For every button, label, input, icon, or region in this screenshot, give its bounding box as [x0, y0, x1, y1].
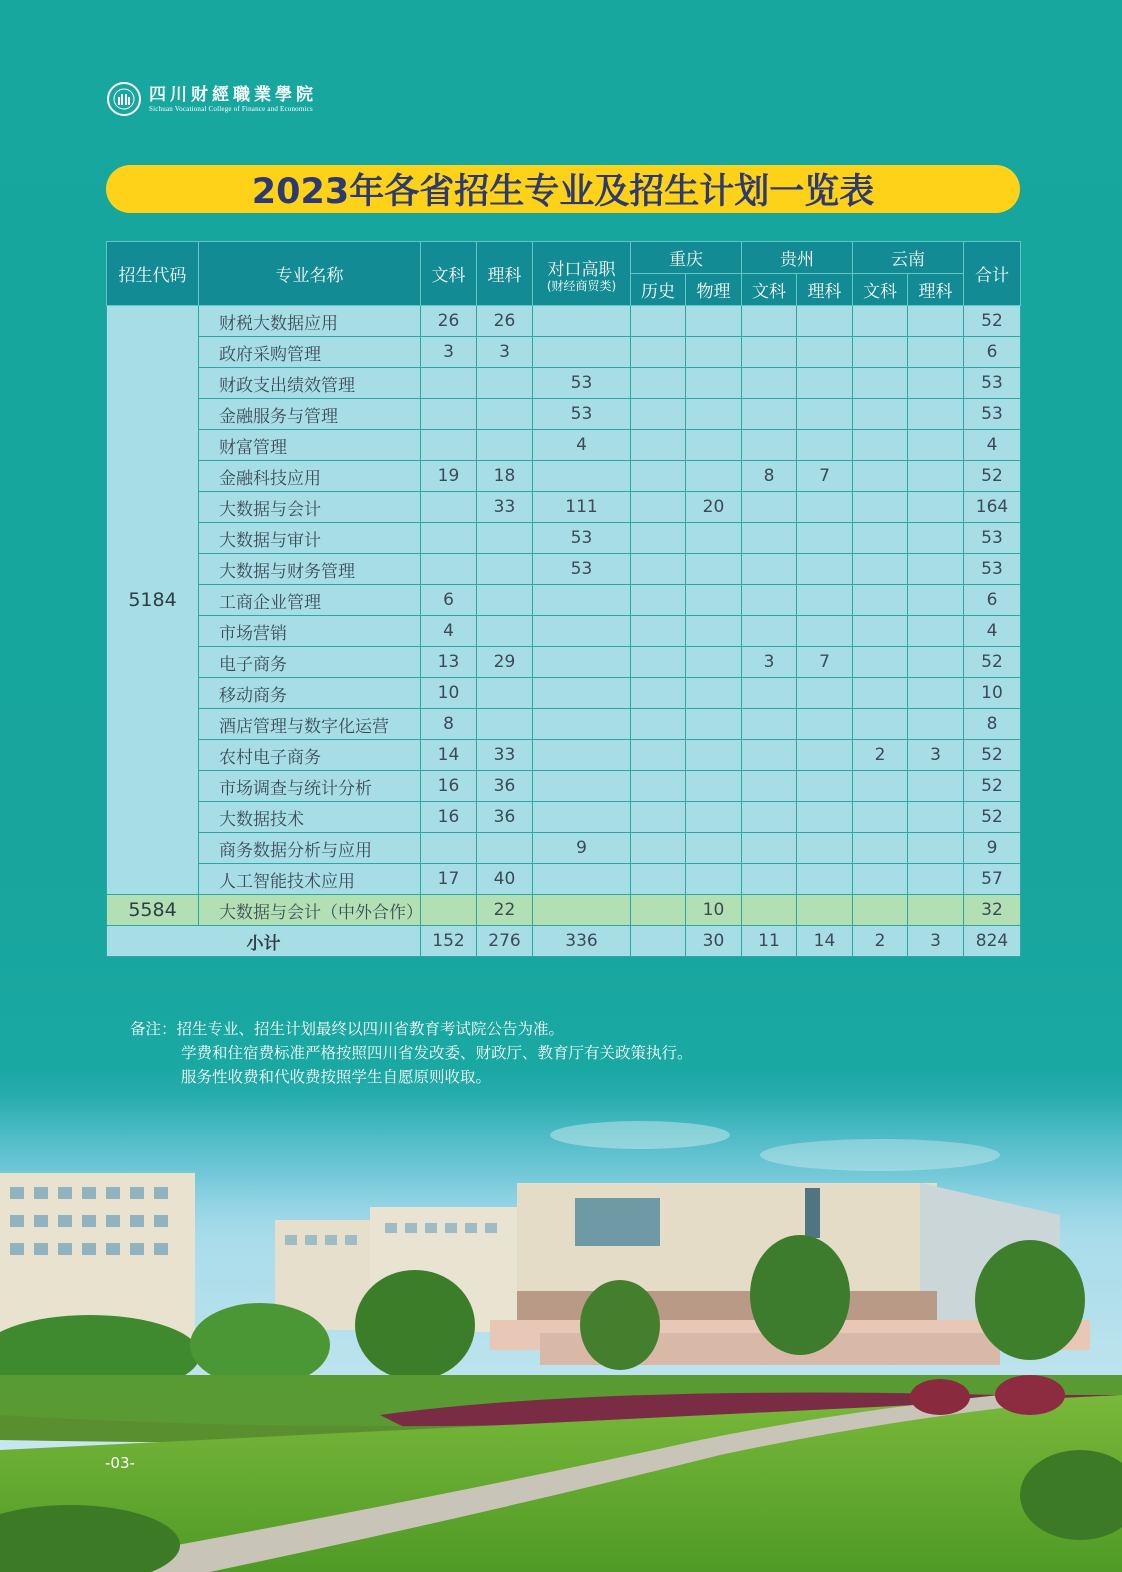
plan-count-cell [742, 337, 797, 368]
plan-count-cell [853, 833, 908, 864]
plan-count-cell [631, 895, 686, 926]
header-total: 合计 [964, 242, 1021, 306]
plan-count-cell [421, 492, 477, 523]
plan-count-cell [477, 678, 533, 709]
plan-count-cell [853, 647, 908, 678]
plan-count-cell: 52 [964, 802, 1021, 833]
table-row [107, 430, 1021, 461]
plan-count-cell: 4 [533, 430, 631, 461]
plan-count-cell [742, 585, 797, 616]
plan-count-cell: 8 [742, 461, 797, 492]
plan-count-cell [477, 554, 533, 585]
plan-count-cell [631, 554, 686, 585]
plan-count-cell [631, 399, 686, 430]
plan-count-cell [533, 647, 631, 678]
plan-count-cell [853, 492, 908, 523]
plan-count-cell: 4 [964, 430, 1021, 461]
major-name-cell: 大数据与会计 [199, 492, 421, 523]
plan-count-cell [853, 430, 908, 461]
table-row [107, 337, 1021, 368]
plan-count-cell [533, 864, 631, 895]
college-seal-icon [107, 82, 141, 116]
major-name-cell: 商务数据分析与应用 [199, 833, 421, 864]
header-guizhou-like: 理科 [797, 274, 853, 306]
plan-count-cell [908, 678, 964, 709]
plan-count-cell [908, 585, 964, 616]
table-row [107, 461, 1021, 492]
plan-count-cell [686, 740, 742, 771]
header-duikou-label: 对口高职 [547, 259, 616, 280]
plan-count-cell [421, 833, 477, 864]
major-name-cell: 工商企业管理 [199, 585, 421, 616]
plan-count-cell [631, 430, 686, 461]
plan-count-cell [477, 585, 533, 616]
plan-count-cell [631, 740, 686, 771]
major-name-cell: 财税大数据应用 [199, 306, 421, 337]
plan-count-cell: 52 [964, 647, 1021, 678]
plan-count-cell [853, 709, 908, 740]
plan-count-cell [908, 368, 964, 399]
major-name-cell: 财政支出绩效管理 [199, 368, 421, 399]
table-body [107, 306, 1021, 957]
major-name-cell: 大数据与审计 [199, 523, 421, 554]
plan-count-cell [631, 368, 686, 399]
plan-count-cell [421, 430, 477, 461]
plan-count-cell [631, 864, 686, 895]
note-line: 招生专业、招生计划最终以四川省教育考试院公告为准。 [176, 1020, 565, 1038]
plan-count-cell [797, 833, 853, 864]
plan-count-cell [686, 368, 742, 399]
major-name-cell: 酒店管理与数字化运营 [199, 709, 421, 740]
plan-count-cell [686, 802, 742, 833]
enrollment-plan-table [106, 241, 1021, 957]
plan-count-cell: 2 [853, 740, 908, 771]
major-name-cell: 大数据与会计（中外合作） [199, 895, 421, 926]
plan-count-cell: 4 [964, 616, 1021, 647]
table-row [107, 833, 1021, 864]
plan-count-cell [533, 709, 631, 740]
plan-count-cell: 33 [477, 492, 533, 523]
header-guizhou-wenke: 文科 [742, 274, 797, 306]
plan-count-cell: 7 [797, 461, 853, 492]
plan-count-cell [797, 585, 853, 616]
plan-count-cell [797, 337, 853, 368]
plan-count-cell [797, 740, 853, 771]
plan-count-cell [853, 337, 908, 368]
plan-count-cell [533, 678, 631, 709]
plan-count-cell [797, 709, 853, 740]
plan-count-cell: 36 [477, 802, 533, 833]
plan-count-cell: 9 [964, 833, 1021, 864]
plan-count-cell [742, 771, 797, 802]
table-row [107, 492, 1021, 523]
plan-count-cell [742, 368, 797, 399]
coop-row [107, 895, 1021, 926]
plan-count-cell [477, 523, 533, 554]
plan-count-cell [797, 678, 853, 709]
plan-count-cell [853, 771, 908, 802]
plan-count-cell [853, 616, 908, 647]
plan-count-cell: 53 [964, 523, 1021, 554]
plan-count-cell: 13 [421, 647, 477, 678]
plan-count-cell [477, 616, 533, 647]
plan-count-cell [686, 709, 742, 740]
plan-count-cell [421, 368, 477, 399]
plan-count-cell [477, 430, 533, 461]
header-duikou-sub: (财经商贸类) [546, 278, 617, 293]
plan-count-cell [797, 771, 853, 802]
plan-count-cell [533, 740, 631, 771]
subtotal-cell: 14 [797, 926, 853, 957]
plan-count-cell [853, 864, 908, 895]
plan-count-cell [742, 616, 797, 647]
enrollment-code-cell: 5584 [107, 895, 199, 926]
table-row [107, 585, 1021, 616]
plan-count-cell [631, 647, 686, 678]
plan-count-cell [853, 585, 908, 616]
plan-count-cell [853, 802, 908, 833]
plan-count-cell [477, 399, 533, 430]
plan-count-cell [742, 430, 797, 461]
plan-count-cell: 52 [964, 461, 1021, 492]
plan-count-cell [686, 678, 742, 709]
plan-count-cell [742, 895, 797, 926]
plan-count-cell [631, 523, 686, 554]
plan-count-cell [477, 709, 533, 740]
plan-count-cell [477, 833, 533, 864]
plan-count-cell: 16 [421, 771, 477, 802]
plan-count-cell [797, 554, 853, 585]
plan-count-cell [686, 430, 742, 461]
plan-count-cell [742, 833, 797, 864]
major-name-cell: 金融服务与管理 [199, 399, 421, 430]
plan-count-cell: 33 [477, 740, 533, 771]
major-name-cell: 电子商务 [199, 647, 421, 678]
plan-count-cell [742, 678, 797, 709]
header-major: 专业名称 [199, 242, 421, 306]
major-name-cell: 农村电子商务 [199, 740, 421, 771]
plan-count-cell: 53 [533, 523, 631, 554]
plan-count-cell [908, 709, 964, 740]
plan-count-cell [742, 523, 797, 554]
plan-count-cell: 164 [964, 492, 1021, 523]
plan-count-cell [686, 399, 742, 430]
major-name-cell: 市场营销 [199, 616, 421, 647]
plan-count-cell: 7 [797, 647, 853, 678]
header-yunnan: 云南 [853, 242, 964, 274]
plan-count-cell [631, 492, 686, 523]
plan-count-cell [797, 523, 853, 554]
subtotal-label: 小计 [107, 926, 421, 957]
plan-count-cell [631, 709, 686, 740]
plan-count-cell [908, 554, 964, 585]
plan-count-cell [533, 802, 631, 833]
plan-count-cell [908, 492, 964, 523]
note-line: 服务性收费和代收费按照学生自愿原则收取。 [181, 1068, 492, 1086]
campus-photo [0, 1095, 1122, 1572]
plan-count-cell [686, 306, 742, 337]
plan-count-cell: 32 [964, 895, 1021, 926]
plan-count-cell [908, 895, 964, 926]
header-like: 理科 [477, 242, 533, 306]
plan-count-cell [908, 616, 964, 647]
plan-count-cell [908, 771, 964, 802]
plan-count-cell: 3 [908, 740, 964, 771]
subtotal-cell: 336 [533, 926, 631, 957]
major-name-cell: 移动商务 [199, 678, 421, 709]
plan-count-cell [908, 647, 964, 678]
plan-count-cell [533, 616, 631, 647]
plan-count-cell: 6 [421, 585, 477, 616]
plan-count-cell: 53 [533, 554, 631, 585]
major-name-cell: 市场调查与统计分析 [199, 771, 421, 802]
plan-count-cell [908, 833, 964, 864]
plan-count-cell [686, 585, 742, 616]
subtotal-row [107, 926, 1021, 957]
plan-count-cell [533, 585, 631, 616]
title-banner [106, 165, 1020, 213]
plan-count-cell [477, 368, 533, 399]
table-row [107, 399, 1021, 430]
plan-count-cell: 3 [477, 337, 533, 368]
plan-count-cell: 18 [477, 461, 533, 492]
plan-count-cell [853, 368, 908, 399]
subtotal-cell: 276 [477, 926, 533, 957]
plan-count-cell: 29 [477, 647, 533, 678]
plan-count-cell: 26 [477, 306, 533, 337]
plan-count-cell [797, 802, 853, 833]
plan-count-cell [797, 399, 853, 430]
plan-count-cell [686, 647, 742, 678]
major-name-cell: 政府采购管理 [199, 337, 421, 368]
header-code: 招生代码 [107, 242, 199, 306]
plan-count-cell [533, 771, 631, 802]
plan-count-cell: 53 [533, 399, 631, 430]
plan-count-cell [797, 306, 853, 337]
header-chongqing-wuli: 物理 [686, 274, 742, 306]
table-row [107, 647, 1021, 678]
header-yunnan-like: 理科 [908, 274, 964, 306]
subtotal-cell: 152 [421, 926, 477, 957]
plan-count-cell [908, 802, 964, 833]
plan-count-cell [853, 461, 908, 492]
plan-count-cell [742, 709, 797, 740]
header-chongqing-lishi: 历史 [631, 274, 686, 306]
plan-count-cell: 111 [533, 492, 631, 523]
plan-count-cell [631, 616, 686, 647]
plan-count-cell [797, 492, 853, 523]
plan-count-cell: 17 [421, 864, 477, 895]
plan-count-cell: 52 [964, 306, 1021, 337]
plan-count-cell [908, 430, 964, 461]
table-row [107, 740, 1021, 771]
plan-count-cell [686, 554, 742, 585]
plan-count-cell [908, 337, 964, 368]
subtotal-cell: 30 [686, 926, 742, 957]
plan-count-cell: 40 [477, 864, 533, 895]
table-row [107, 864, 1021, 895]
college-name-cn: 四川财經職業學院 [149, 84, 317, 105]
plan-count-cell: 3 [742, 647, 797, 678]
subtotal-cell [631, 926, 686, 957]
plan-count-cell: 14 [421, 740, 477, 771]
plan-count-cell [686, 523, 742, 554]
plan-count-cell: 6 [964, 585, 1021, 616]
plan-count-cell [533, 306, 631, 337]
plan-count-cell [908, 523, 964, 554]
plan-count-cell [908, 864, 964, 895]
plan-count-cell [797, 864, 853, 895]
subtotal-cell: 824 [964, 926, 1021, 957]
plan-count-cell: 3 [421, 337, 477, 368]
plan-count-cell: 4 [421, 616, 477, 647]
plan-count-cell [533, 337, 631, 368]
major-name-cell: 金融科技应用 [199, 461, 421, 492]
plan-count-cell [908, 399, 964, 430]
plan-count-cell: 20 [686, 492, 742, 523]
plan-count-cell [797, 616, 853, 647]
plan-count-cell [631, 306, 686, 337]
plan-count-cell: 16 [421, 802, 477, 833]
plan-count-cell [631, 678, 686, 709]
plan-count-cell [686, 833, 742, 864]
plan-count-cell [631, 833, 686, 864]
college-name-en: Sichuan Vocational College of Finance and Economics [149, 104, 313, 113]
plan-count-cell [686, 864, 742, 895]
plan-count-cell: 9 [533, 833, 631, 864]
plan-count-cell: 53 [964, 368, 1021, 399]
table-row [107, 368, 1021, 399]
header-chongqing: 重庆 [631, 242, 742, 274]
major-name-cell: 大数据技术 [199, 802, 421, 833]
plan-count-cell: 36 [477, 771, 533, 802]
table-row [107, 678, 1021, 709]
plan-count-cell: 52 [964, 771, 1021, 802]
subtotal-cell: 2 [853, 926, 908, 957]
notes [130, 1017, 693, 1089]
plan-count-cell [631, 461, 686, 492]
plan-count-cell [421, 523, 477, 554]
plan-count-cell [797, 895, 853, 926]
plan-count-cell [908, 306, 964, 337]
plan-count-cell: 19 [421, 461, 477, 492]
plan-count-cell [853, 554, 908, 585]
plan-count-cell [742, 864, 797, 895]
plan-count-cell [686, 771, 742, 802]
plan-count-cell [631, 337, 686, 368]
major-name-cell: 财富管理 [199, 430, 421, 461]
plan-count-cell: 10 [686, 895, 742, 926]
plan-count-cell: 10 [421, 678, 477, 709]
enrollment-code-cell: 5184 [107, 306, 199, 895]
table-row [107, 771, 1021, 802]
table-row [107, 523, 1021, 554]
plan-count-cell: 52 [964, 740, 1021, 771]
plan-count-cell [853, 306, 908, 337]
plan-count-cell [853, 523, 908, 554]
header-yunnan-wenke: 文科 [853, 274, 908, 306]
plan-count-cell [631, 585, 686, 616]
plan-count-cell [686, 461, 742, 492]
plan-count-cell [742, 399, 797, 430]
major-name-cell: 人工智能技术应用 [199, 864, 421, 895]
notes-prefix: 备注： [130, 1020, 177, 1038]
page-number: -03- [105, 1454, 135, 1472]
plan-count-cell [853, 678, 908, 709]
plan-count-cell: 8 [964, 709, 1021, 740]
plan-count-cell [797, 368, 853, 399]
plan-count-cell [908, 461, 964, 492]
note-line: 学费和住宿费标准严格按照四川省发改委、财政厅、教育厅有关政策执行。 [181, 1044, 693, 1062]
subtotal-cell: 3 [908, 926, 964, 957]
college-logo [107, 82, 317, 116]
plan-count-cell: 6 [964, 337, 1021, 368]
plan-count-cell [742, 554, 797, 585]
header-guizhou: 贵州 [742, 242, 853, 274]
plan-count-cell [421, 895, 477, 926]
plan-count-cell [853, 399, 908, 430]
subtotal-cell: 11 [742, 926, 797, 957]
plan-count-cell [742, 492, 797, 523]
plan-count-cell: 8 [421, 709, 477, 740]
plan-count-cell [533, 461, 631, 492]
plan-count-cell [421, 399, 477, 430]
table-row [107, 554, 1021, 585]
plan-count-cell [797, 430, 853, 461]
table-row [107, 802, 1021, 833]
plan-count-cell: 26 [421, 306, 477, 337]
plan-count-cell [742, 802, 797, 833]
plan-count-cell [686, 616, 742, 647]
plan-count-cell [853, 895, 908, 926]
major-name-cell: 大数据与财务管理 [199, 554, 421, 585]
plan-count-cell [631, 771, 686, 802]
plan-count-cell: 22 [477, 895, 533, 926]
plan-count-cell: 57 [964, 864, 1021, 895]
table-row [107, 616, 1021, 647]
plan-count-cell: 53 [964, 399, 1021, 430]
plan-count-cell [686, 337, 742, 368]
plan-count-cell [631, 802, 686, 833]
plan-count-cell: 53 [533, 368, 631, 399]
table-row [107, 306, 1021, 337]
header-duikou [533, 242, 631, 306]
plan-count-cell: 53 [964, 554, 1021, 585]
plan-count-cell: 10 [964, 678, 1021, 709]
page-title: 2023年各省招生专业及招生计划一览表 [251, 172, 875, 212]
plan-count-cell [742, 740, 797, 771]
plan-count-cell [421, 554, 477, 585]
plan-count-cell [742, 306, 797, 337]
table-row [107, 709, 1021, 740]
plan-count-cell [533, 895, 631, 926]
header-wenke: 文科 [421, 242, 477, 306]
